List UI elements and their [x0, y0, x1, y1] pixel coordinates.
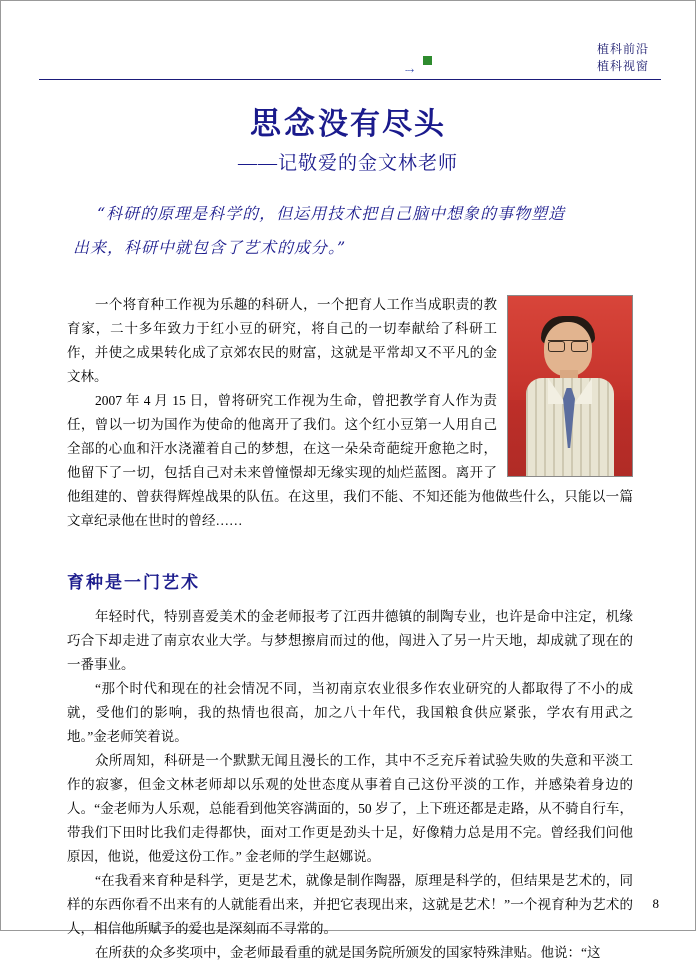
paragraph: 在所获的众多奖项中，金老师最看重的就是国务院所颁发的国家特殊津贴。他说：“这	[95, 945, 601, 960]
page-number: 8	[652, 896, 659, 911]
title-rest-word: 没有尽头	[318, 107, 446, 142]
header-line-2: 植科视窗	[596, 59, 649, 73]
paragraph: 2007 年 4 月 15 日，曾将研究工作视为生命，曾把教学育人作为责任，曾以一切为国作为使命的他离开了我们。这个红小豆第一人用自己全部的心血和汗水浇灌着自己的梦想，在这一朵朵奇葩绽开愈艳之时，他留下了一切，包括自己对未来曾憧憬却无缘实现的灿烂蓝图。离开了他组建的、曾获得辉煌战果的队伍。在这里，我们不能、不知还能为他做些什么，只能以一篇文章纪录他在世时的曾经……	[67, 393, 633, 528]
header-line-1: 植科前沿	[596, 42, 649, 56]
page-title	[250, 105, 446, 144]
arrow-glyph: ⇢	[405, 65, 415, 77]
portrait-photo	[507, 295, 633, 477]
pull-quote	[73, 197, 617, 265]
photo-collar-right	[574, 378, 592, 404]
paragraph: 众所周知，科研是一个默默无闻且漫长的工作，其中不乏充斥着试验失败的失意和平淡工作的寂寥，但金文林老师却以乐观的处世态度从事着自己这份平淡的工作，并感染着身边的人。“金老师为人乐观，总能看到他笑容满面的，50 岁了，上下班还都是走路，从不骑自行车，带我们下田时比我们走得都快，面对工作更是劲头十足，好像精力总是用不完。曾经我们问他原因，他说，他爱这份工作。” 金老师的学生赵娜说。	[67, 753, 633, 864]
article-title	[1, 105, 695, 144]
quote-line-2: 出来，科研中就包含了艺术的成分。”	[73, 238, 347, 257]
article-subtitle: ——记敬爱的金文林老师	[237, 153, 458, 174]
paragraph: 一个将育种工作视为乐趣的科研人，一个把育人工作当成职责的教育家，二十多年致力于红小豆的研究，将自己的一切奉献给了科研工作，并使之成果转化成了京郊农民的财富，这就是平常却又不平凡的金文林。	[67, 297, 497, 384]
section-body-text	[67, 605, 633, 965]
paragraph: “在我看来育种是科学，更是艺术，就像是制作陶器，原理是科学的，但结果是艺术的，同样的东西你看不出来有的人就能看出来，并把它表现出来，这就是艺术！”一个视育种为艺术的人，相信他所赋予的爱也是深刻而不寻常的。	[67, 873, 633, 936]
section-heading: 育种是一门艺术	[67, 573, 200, 593]
paragraph: “那个时代和现在的社会情况不同，当初南京农业很多作农业研究的人都取得了不小的成就，受他们的影响，我的热情也很高，加之八十年代，我国粮食供应紧张，学农有用武之地。”金老师笑着说。	[67, 681, 633, 744]
green-square-arrow-icon	[405, 56, 439, 78]
paragraph: 年轻时代，特别喜爱美术的金老师报考了江西井德镇的制陶专业，也许是命中注定，机缘巧合下却走进了南京农业大学。与梦想擦肩而过的他，闯进入了另一片天地，却成就了现在的一番事业。	[67, 609, 633, 672]
glasses-icon	[548, 340, 588, 351]
page-header	[325, 41, 655, 75]
green-square-shape	[423, 56, 432, 65]
quote-line-1: “科研的原理是科学的，但运用技术把自己脑中想象的事物塑造	[97, 204, 566, 223]
title-main-word: 思念	[250, 106, 318, 142]
header-divider	[39, 79, 661, 80]
intro-body-text	[67, 293, 633, 533]
